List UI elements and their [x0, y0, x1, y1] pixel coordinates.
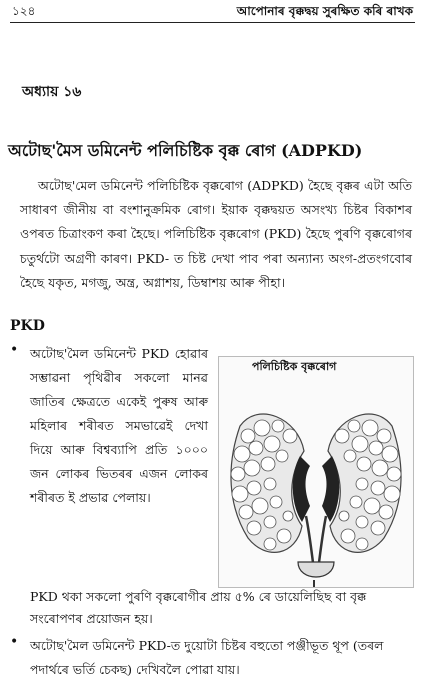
cyst-icon	[350, 496, 362, 508]
figure-label: পলিচিষ্টিক বৃক্কৰোগ	[252, 360, 337, 373]
cyst-icon	[356, 538, 368, 550]
cyst-icon	[270, 496, 282, 508]
cyst-icon	[283, 429, 297, 443]
cyst-icon	[264, 538, 276, 550]
cyst-icon	[247, 481, 261, 495]
kidney-figure	[218, 356, 414, 588]
cyst-icon	[247, 521, 261, 535]
polycystic-kidney-illustration	[218, 356, 414, 588]
cyst-icon	[382, 446, 398, 462]
cyst-icon	[252, 498, 268, 514]
cyst-icon	[272, 420, 284, 432]
cyst-icon	[335, 429, 349, 443]
chapter-title: অটোছ'মৈস ডমিনেন্ট পলিচিষ্টিক বৃক্ক ৰোগ (ADPKD)	[8, 141, 363, 160]
bullet-text: অটোছ'মৈল ডমিনেন্ট PKD-ত দুয়োটা চিষ্টৰ বহুতো পঞ্জীভূত থূপ (তৰল পদাৰ্থৰে ভৰ্তি চেকছ) দেখিবলৈ পোৱা যায়।	[30, 638, 384, 677]
cyst-icon	[249, 441, 263, 455]
cyst-icon	[377, 429, 391, 443]
header-rule	[10, 22, 415, 23]
bullet-dot-icon: •	[10, 634, 19, 650]
running-title: আপোনাৰ বৃক্কদ্বয় সুৰক্ষিত কৰি ৰাখক	[236, 4, 413, 18]
cyst-icon	[232, 486, 248, 502]
cyst-icon	[371, 521, 385, 535]
cyst-icon	[362, 420, 378, 436]
bullet-text: অটোছ'মৈল ডমিনেন্ট PKD হোৱাৰ সম্ভাৱনা পৃথিৱীৰ সকলো মানৱ জাতিৰ ক্ষেত্ৰতে একেই পুৰুষ আৰু মহিলাৰ শৰীৰত সমভাৱেই দেখা দিয়ে আৰু বিশ্বব্যাপি প্ৰতি ১০০০ জন লোকৰ ভিতৰৰ এজন লোকৰ শৰীৰত ই প্ৰভাৱ পেলায়।	[30, 346, 208, 505]
cyst-icon	[264, 516, 276, 528]
cyst-icon	[277, 529, 291, 543]
cyst-icon	[241, 429, 255, 443]
cyst-icon	[364, 498, 380, 514]
cyst-icon	[384, 486, 400, 502]
cyst-icon	[344, 450, 356, 462]
cyst-icon	[352, 436, 368, 452]
section-heading: PKD	[10, 318, 45, 334]
cyst-icon	[356, 478, 368, 490]
page-number: ১২৪	[12, 4, 36, 18]
bullet-continuation: PKD থকা সকলো পুৰণি বৃক্কৰোগীৰ প্ৰায় ৫% ৰে ডায়েলিছিছ বা বৃক্ক সংৰোপণৰ প্ৰয়োজন হয়।	[30, 589, 367, 626]
cyst-icon	[357, 457, 371, 471]
cyst-icon	[276, 450, 288, 462]
cyst-icon	[356, 516, 368, 528]
cyst-icon	[387, 467, 401, 481]
cyst-icon	[339, 511, 349, 521]
cyst-icon	[254, 420, 270, 436]
cyst-icon	[283, 511, 293, 521]
cyst-icon	[369, 441, 383, 455]
intro-paragraph: অটোছ'মেল ডমিনেন্ট পলিচিষ্টিক বৃক্কৰোগ (ADPKD) হৈছে বৃক্কৰ এটা অতি সাধাৰণ জীনীয় বা বংশানুক্রমিক ৰোগ। ইয়াক বৃক্কদ্বয়ত অসংখ্য চিষ্টৰ বিকাশৰ ওপৰত চিত্ৰাংকণ কৰা হৈছে। পলিচিষ্টিক বৃক্কৰোগ (PKD) হৈছে পুৰণি বৃক্কৰোগৰ চতুৰ্থটো অগ্ৰণী কাৰণ। PKD- ত চিষ্ট দেখা পাব পৰা অন্যান্য অংগ-প্ৰতংগবোৰ হৈছে যকৃত, মগজু, অন্ত্ৰ, অগ্নাশয়, ডিম্বাশয় আৰু পীহা।	[20, 178, 412, 290]
cyst-icon	[264, 436, 280, 452]
cyst-icon	[341, 529, 355, 543]
cyst-icon	[372, 460, 388, 476]
cyst-icon	[348, 420, 360, 432]
cyst-icon	[371, 481, 385, 495]
cyst-icon	[379, 505, 393, 519]
cyst-icon	[264, 478, 276, 490]
cyst-icon	[231, 467, 245, 481]
cyst-icon	[239, 505, 253, 519]
bullet-dot-icon: •	[10, 342, 19, 358]
chapter-label: অধ্যায় ১৬	[22, 84, 82, 100]
cyst-icon	[261, 457, 275, 471]
cyst-icon	[234, 446, 250, 462]
page-header	[0, 0, 425, 22]
cyst-icon	[244, 460, 260, 476]
